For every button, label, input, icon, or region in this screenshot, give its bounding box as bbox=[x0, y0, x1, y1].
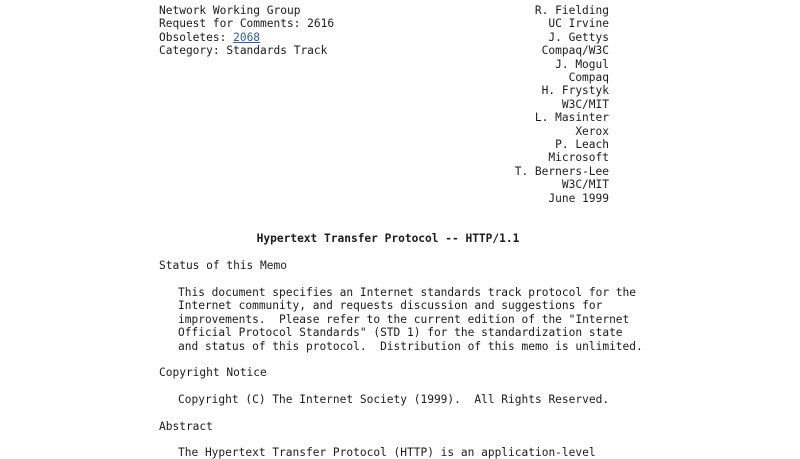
author-line: H. Frystyk bbox=[541, 84, 609, 98]
status-line: Internet community, and requests discussion and suggestions for bbox=[178, 299, 603, 313]
header-date: June 1999 bbox=[548, 191, 609, 205]
header-wg: Network Working Group bbox=[159, 4, 301, 17]
author-line: P. Leach bbox=[555, 138, 609, 151]
author-line: J. Gettys bbox=[548, 30, 609, 44]
author-line: Compaq bbox=[568, 71, 609, 84]
copyright-text: Copyright (C) The Internet Society (1999). All Rights Reserved. bbox=[178, 393, 610, 406]
header-rfc-number: Request for Comments: 2616 bbox=[159, 17, 335, 31]
obsoletes-label: Obsoletes: bbox=[159, 30, 234, 44]
abstract-text: The Hypertext Transfer Protocol (HTTP) is an application-level bbox=[178, 446, 596, 459]
author-line: J. Mogul bbox=[555, 57, 609, 71]
header-category: Category: Standards Track bbox=[159, 44, 328, 58]
header-obsoletes bbox=[159, 31, 260, 44]
author-line: T. Berners-Lee bbox=[514, 164, 609, 178]
author-line: L. Masinter bbox=[534, 111, 609, 125]
obsoletes-link[interactable]: 2068 bbox=[233, 30, 261, 44]
status-line: and status of this protocol. Distribution of this memo is unlimited. bbox=[178, 339, 643, 353]
status-heading: Status of this Memo bbox=[159, 259, 287, 272]
author-line: R. Fielding bbox=[534, 4, 609, 17]
status-line: This document specifies an Internet standards track protocol for the bbox=[178, 286, 637, 299]
author-line: UC Irvine bbox=[548, 17, 609, 31]
copyright-heading: Copyright Notice bbox=[159, 366, 267, 379]
author-line: Microsoft bbox=[548, 151, 609, 165]
status-line: Official Protocol Standards" (STD 1) for the standardization state bbox=[178, 326, 623, 340]
document-title: Hypertext Transfer Protocol -- HTTP/1.1 bbox=[256, 232, 520, 245]
author-line: Xerox bbox=[575, 124, 609, 138]
author-line: Compaq/W3C bbox=[541, 44, 609, 58]
author-line: W3C/MIT bbox=[561, 178, 609, 192]
status-line: improvements. Please refer to the current edition of the "Internet bbox=[178, 312, 630, 326]
abstract-heading: Abstract bbox=[159, 420, 213, 433]
author-line: W3C/MIT bbox=[561, 97, 609, 111]
